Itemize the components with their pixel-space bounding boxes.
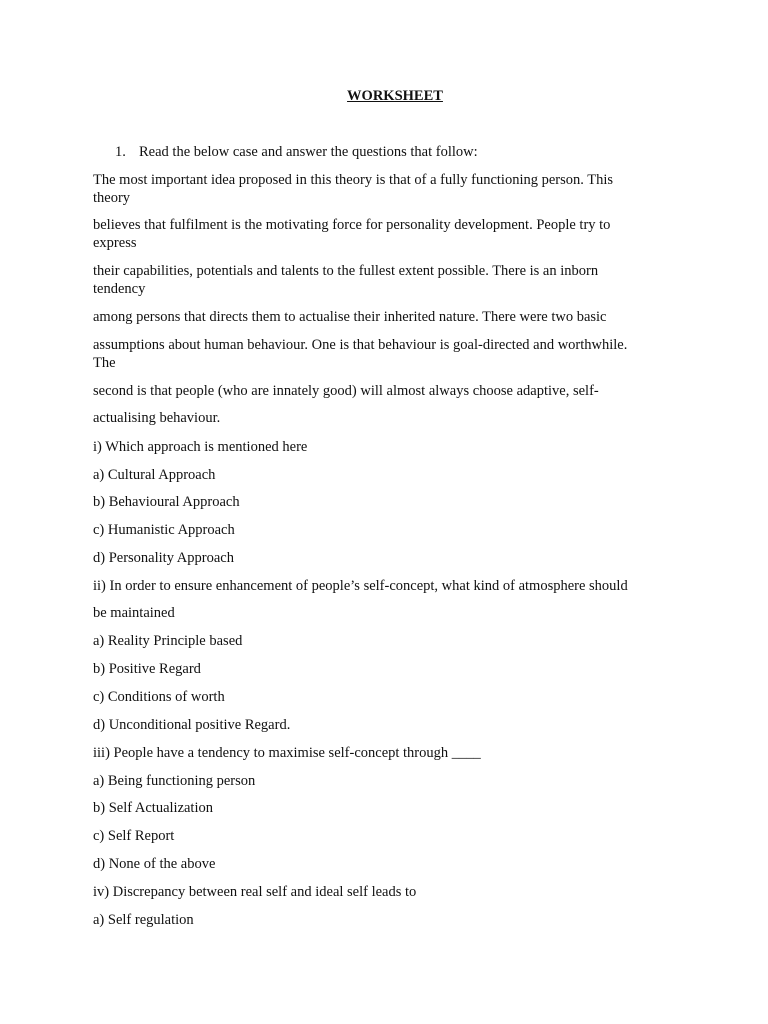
passage-line: among persons that directs them to actualise their inherited nature. There were two basic xyxy=(93,309,607,325)
passage-line: assumptions about human behaviour. One is that behaviour is goal-directed and worthwhile. xyxy=(93,337,628,353)
worksheet-title: WORKSHEET xyxy=(347,88,443,104)
sub-question: ii) In order to ensure enhancement of people’s self-concept, what kind of atmosphere should xyxy=(93,578,628,594)
answer-option: a) Reality Principle based xyxy=(93,633,243,649)
sub-question: iii) People have a tendency to maximise self-concept through ____ xyxy=(93,745,481,761)
passage-line: theory xyxy=(93,190,131,206)
answer-option: b) Behavioural Approach xyxy=(93,494,240,510)
passage-line: their capabilities, potentials and talents to the fullest extent possible. There is an inborn xyxy=(93,263,599,279)
sub-question: iv) Discrepancy between real self and ideal self leads to xyxy=(93,884,417,900)
answer-option: a) Cultural Approach xyxy=(93,467,216,483)
sub-question: i) Which approach is mentioned here xyxy=(93,439,308,455)
passage-line: second is that people (who are innately good) will almost always choose adaptive, self- xyxy=(93,383,599,399)
answer-option: a) Being functioning person xyxy=(93,773,256,789)
answer-option: c) Conditions of worth xyxy=(93,689,225,705)
answer-option: c) Humanistic Approach xyxy=(93,522,235,538)
answer-option: c) Self Report xyxy=(93,828,175,844)
passage-line: tendency xyxy=(93,281,146,297)
question-number: 1. xyxy=(115,144,126,160)
answer-option: b) Positive Regard xyxy=(93,661,201,677)
answer-option: d) Unconditional positive Regard. xyxy=(93,717,291,733)
passage-line: The most important idea proposed in this theory is that of a fully functioning person. This xyxy=(93,172,614,188)
answer-option: d) None of the above xyxy=(93,856,216,872)
passage-line: believes that fulfilment is the motivating force for personality development. People try to xyxy=(93,217,611,233)
question-instruction: Read the below case and answer the questions that follow: xyxy=(139,144,478,160)
passage-line: actualising behaviour. xyxy=(93,410,221,426)
sub-question: be maintained xyxy=(93,605,175,621)
answer-option: d) Personality Approach xyxy=(93,550,234,566)
answer-option: a) Self regulation xyxy=(93,912,194,928)
answer-option: b) Self Actualization xyxy=(93,800,213,816)
passage-line: The xyxy=(93,355,116,371)
passage-line: express xyxy=(93,235,137,251)
